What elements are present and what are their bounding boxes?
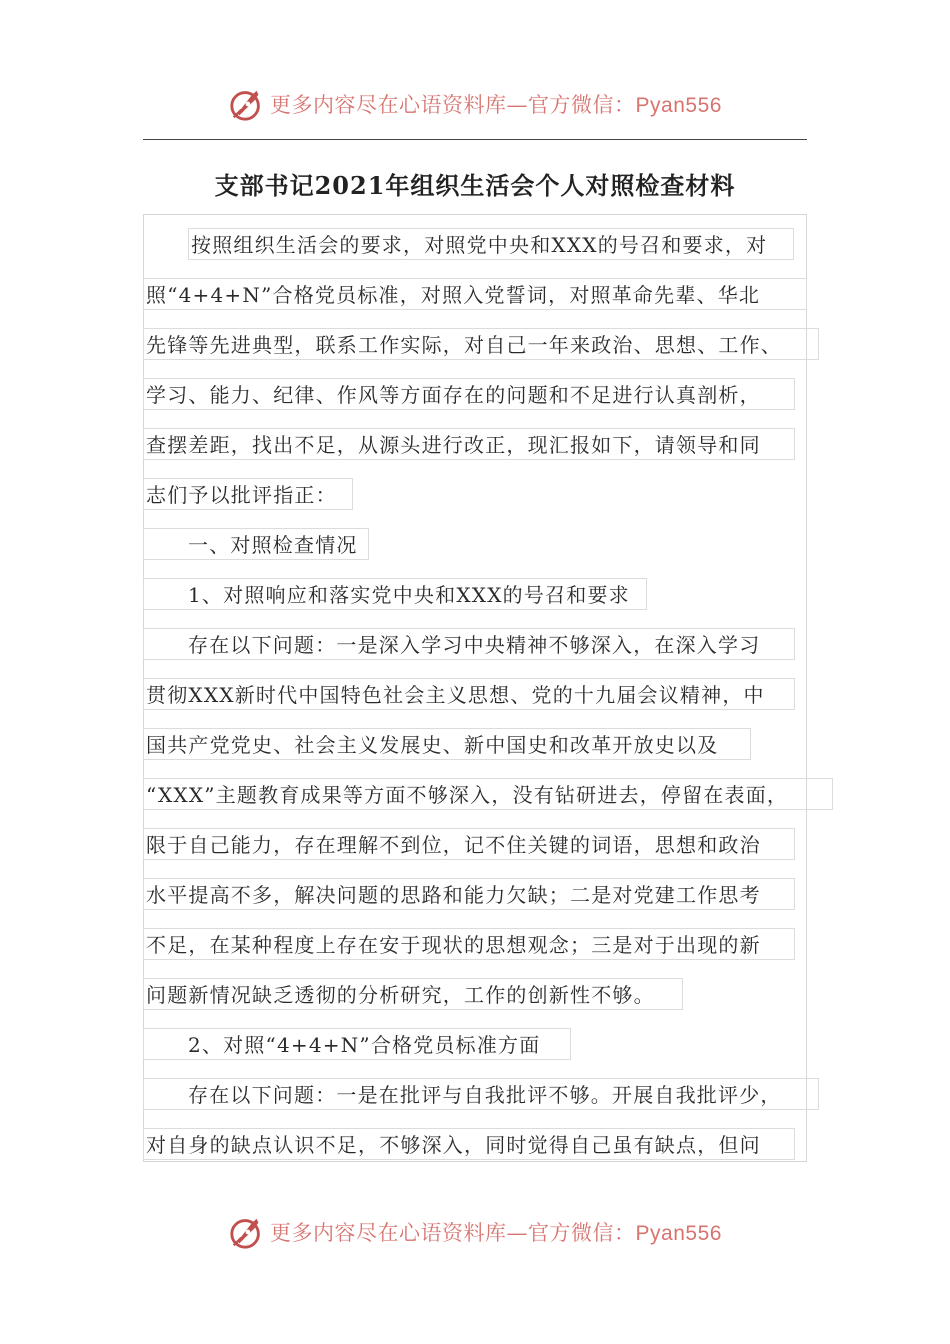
banner-text: 更多内容尽在心语资料库—官方微信：Pyan556 [270,1221,722,1245]
text-line: 问题新情况缺乏透彻的分析研究，工作的创新性不够。 [143,978,683,1010]
header-banner [0,82,950,126]
text-line: 限于自己能力，存在理解不到位，记不住关键的词语，思想和政治 [143,828,795,860]
text-line: 一、对照检查情况 [143,528,369,560]
document-title: 支部书记2021年组织生活会个人对照检查材料 [214,171,736,200]
text-line: “XXX”主题教育成果等方面不够深入，没有钻研进去，停留在表面， [143,778,833,810]
text-line: 按照组织生活会的要求，对照党中央和XXX的号召和要求，对 [188,228,794,260]
text-line: 志们予以批评指正： [143,478,353,510]
text-line: 存在以下问题：一是深入学习中央精神不够深入，在深入学习 [143,628,795,660]
footer-banner [0,1210,950,1254]
text-line: 2、对照“4+4+N”合格党员标准方面 [143,1028,571,1060]
text-line: 查摆差距，找出不足，从源头进行改正，现汇报如下，请领导和同 [143,428,795,460]
text-line: 存在以下问题：一是在批评与自我批评不够。开展自我批评少， [143,1078,819,1110]
text-line: 对自身的缺点认识不足，不够深入，同时觉得自己虽有缺点，但问 [143,1128,795,1160]
pen-nib-logo-icon [228,85,266,123]
text-line: 照“4+4+N”合格党员标准，对照入党誓词，对照革命先辈、华北 [143,278,807,310]
header-divider [143,139,807,140]
text-line: 1、对照响应和落实党中央和XXX的号召和要求 [143,578,647,610]
text-line: 学习、能力、纪律、作风等方面存在的问题和不足进行认真剖析， [143,378,795,410]
text-line: 贯彻XXX新时代中国特色社会主义思想、党的十九届会议精神，中 [143,678,795,710]
pen-nib-logo-icon [228,1213,266,1251]
text-line: 不足，在某种程度上存在安于现状的思想观念；三是对于出现的新 [143,928,795,960]
banner-wechat-id: Pyan556 [635,94,722,117]
banner-text: 更多内容尽在心语资料库—官方微信：Pyan556 [270,93,722,117]
text-line: 水平提高不多，解决问题的思路和能力欠缺；二是对党建工作思考 [143,878,795,910]
text-line: 国共产党党史、社会主义发展史、新中国史和改革开放史以及 [143,728,751,760]
text-line: 先锋等先进典型，联系工作实际，对自己一年来政治、思想、工作、 [143,328,819,360]
banner-wechat-id: Pyan556 [635,1222,722,1245]
